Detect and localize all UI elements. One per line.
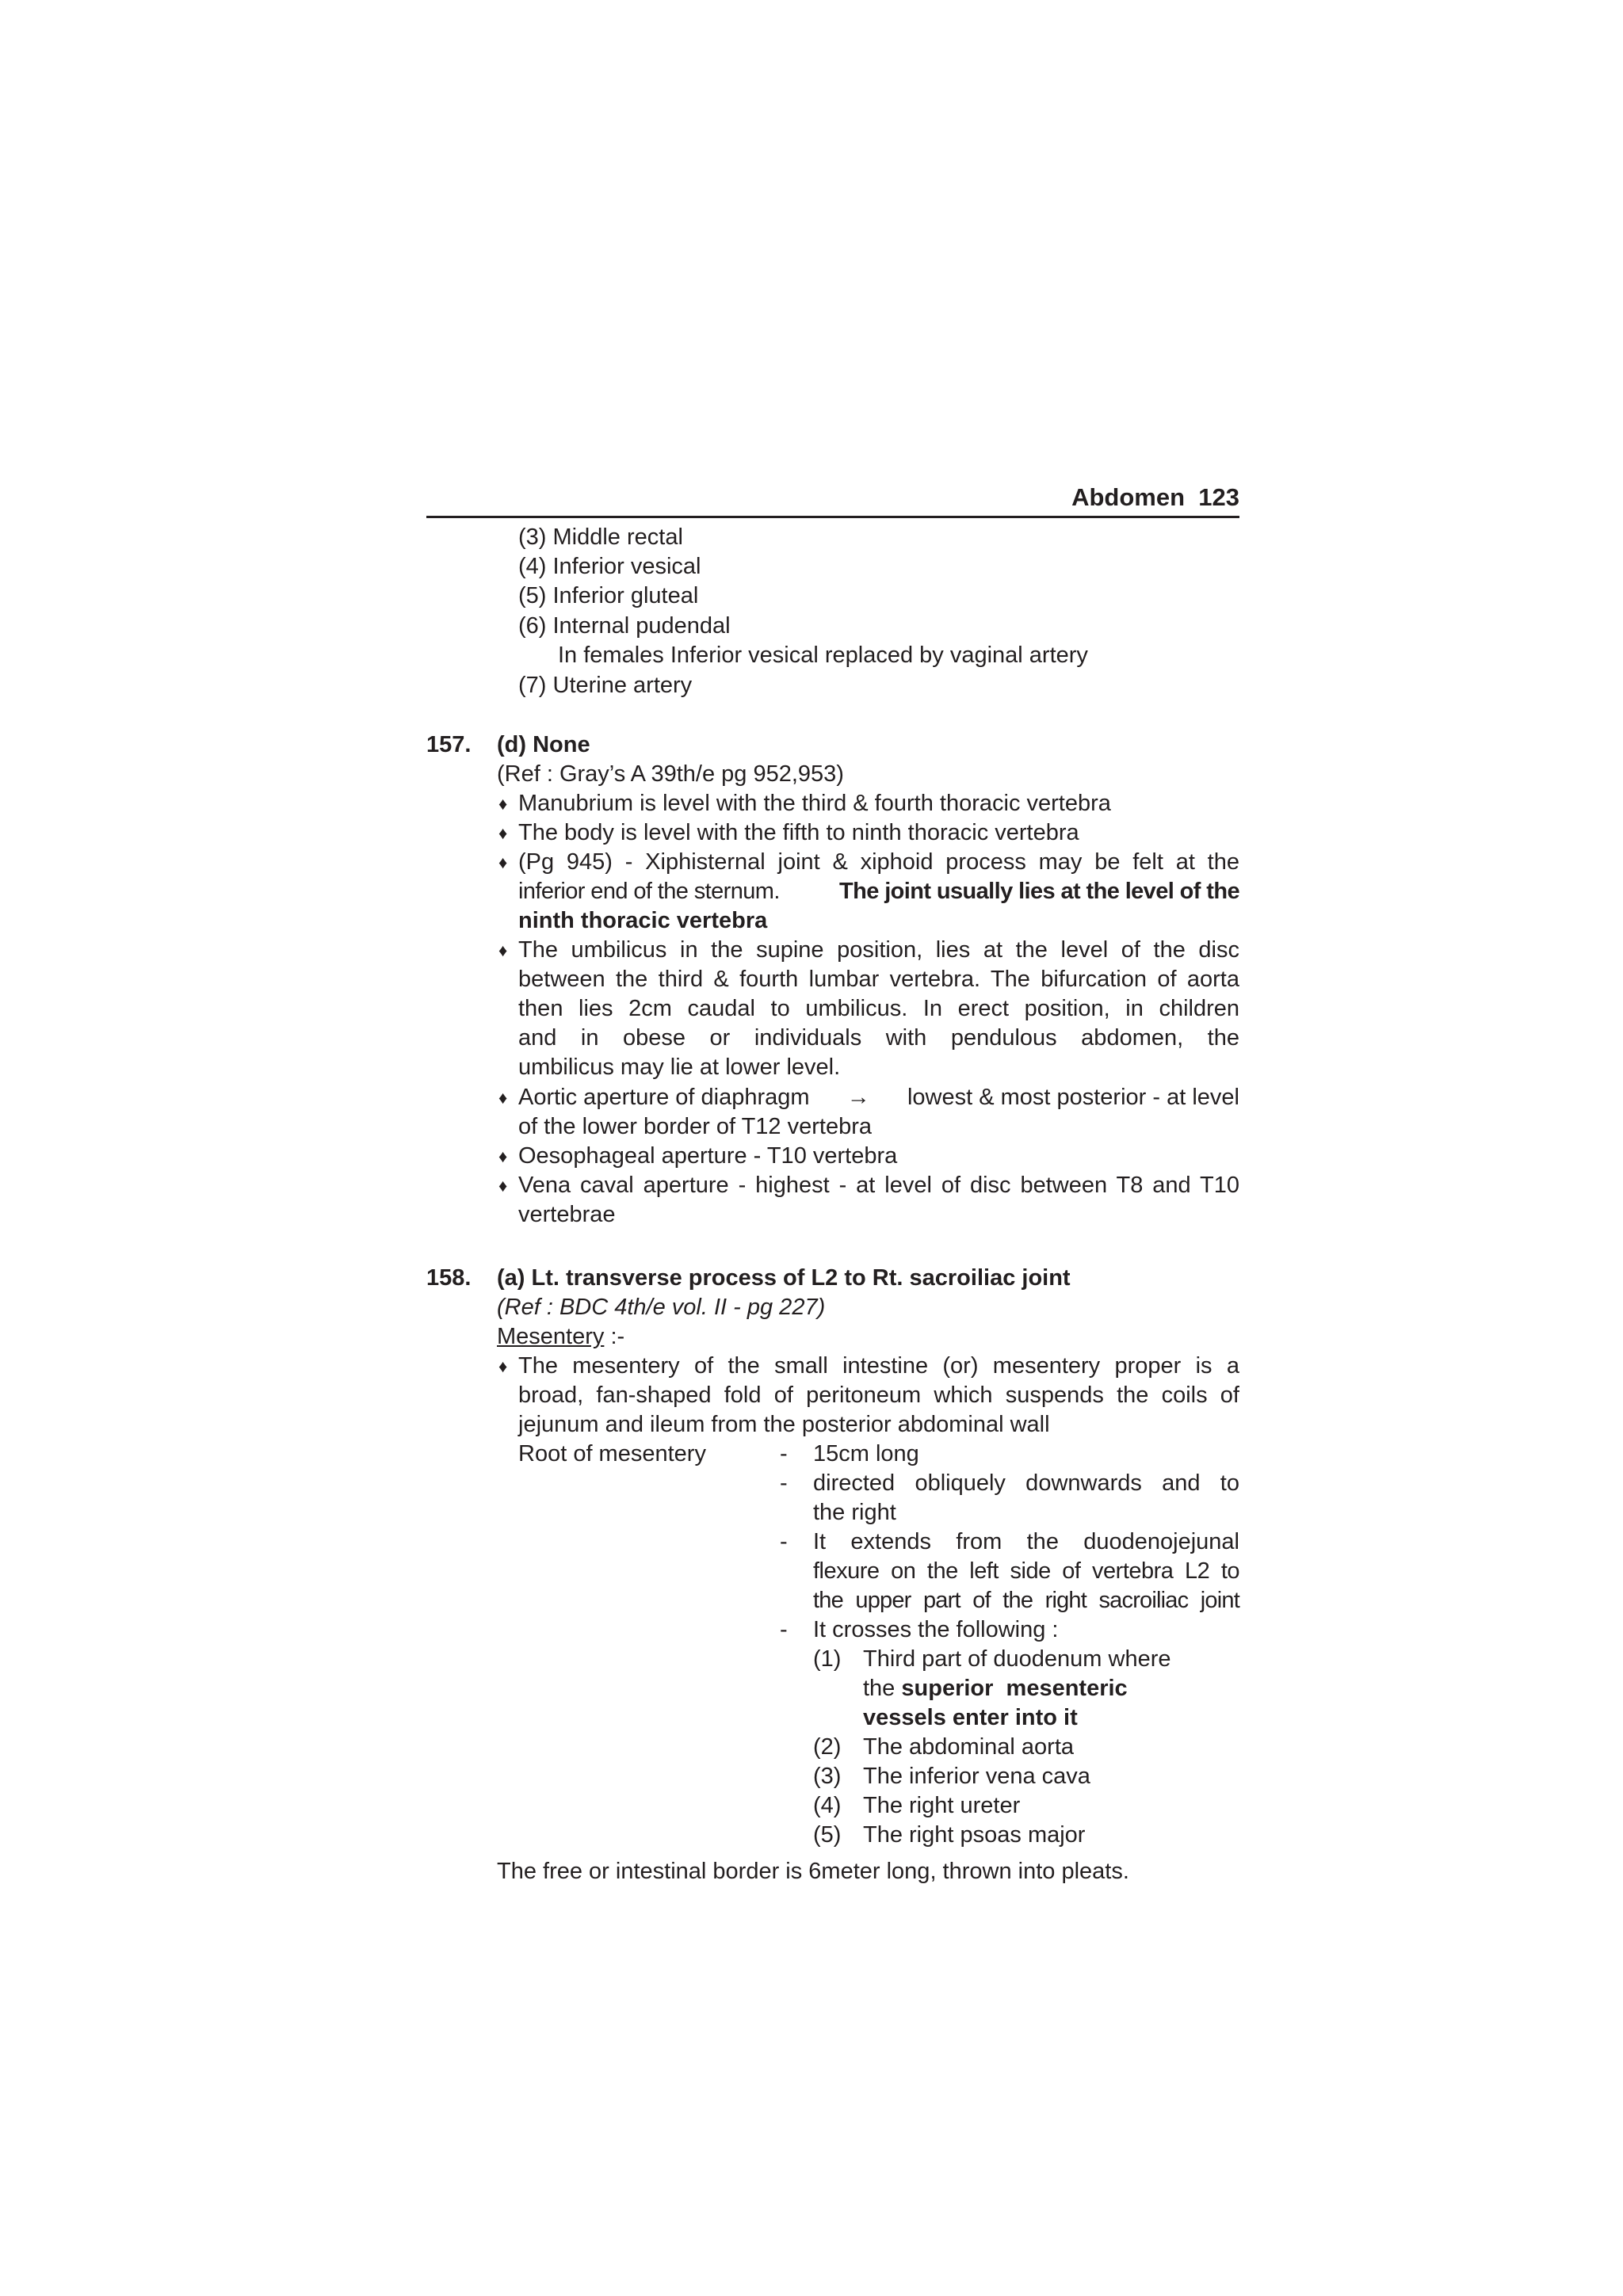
closing-sentence: The free or intestinal border is 6meter long, thrown into pleats. <box>497 1859 1129 1884</box>
question-number: 158. <box>426 1265 472 1291</box>
bullet-text-bold: The joint usually lies at the level of the <box>839 879 1239 904</box>
bullet-text: The mesentery of the small intestine (or) mesentery proper is a <box>518 1353 1239 1379</box>
sublist-text-plain: the <box>863 1676 896 1701</box>
bullet-text: and in obese or individuals with pendulous abdomen, the <box>518 1025 1239 1051</box>
question-answer: (d) None <box>497 732 590 757</box>
bullet-text: Oesophageal aperture - T10 vertebra <box>518 1143 898 1169</box>
dash-text: It extends from the duodenojejunal <box>813 1529 1239 1554</box>
question-number: 157. <box>426 732 472 757</box>
bullet-icon: ♦ <box>498 794 508 814</box>
bullet-text: Manubrium is level with the third & fourth thoracic vertebra <box>518 791 1111 816</box>
dash-text: flexure on the left side of vertebra L2 to <box>813 1558 1239 1584</box>
list-item: (3) Middle rectal <box>518 524 683 550</box>
section-heading-suffix: :- <box>604 1324 625 1349</box>
sublist-text-bold: vessels enter into it <box>863 1705 1078 1730</box>
list-item: (7) Uterine artery <box>518 673 693 698</box>
bullet-icon: ♦ <box>498 852 508 872</box>
bullet-text: vertebrae <box>518 1202 616 1227</box>
dash-marker: - <box>780 1470 788 1496</box>
sublist-number: (3) <box>813 1764 842 1789</box>
list-item: (5) Inferior gluteal <box>518 583 699 608</box>
sublist-text-bold: superior mesenteric <box>901 1676 1128 1701</box>
sublist-number: (1) <box>813 1646 842 1672</box>
bullet-text-plain: Aortic aperture of diaphragm <box>518 1085 810 1110</box>
bullet-icon: ♦ <box>498 1146 508 1166</box>
bullet-text-plain: inferior end of the sternum. <box>518 879 780 904</box>
bullet-text: then lies 2cm caudal to umbilicus. In erect position, in children <box>518 996 1239 1021</box>
reference: (Ref : Gray’s A 39th/e pg 952,953) <box>497 761 844 787</box>
reference: (Ref : BDC 4th/e vol. II - pg 227) <box>497 1295 826 1320</box>
header-section: Abdomen <box>1071 483 1186 511</box>
sublist-text: The right ureter <box>863 1793 1021 1818</box>
dash-text: the right <box>813 1500 896 1525</box>
list-item: (4) Inferior vesical <box>518 554 701 579</box>
section-heading <box>497 1322 624 1352</box>
sublist-text: Third part of duodenum where <box>863 1646 1171 1672</box>
sublist-number: (5) <box>813 1822 842 1848</box>
sublist-text: The abdominal aorta <box>863 1734 1074 1760</box>
bullet-icon: ♦ <box>498 1088 508 1108</box>
sublist-text: The inferior vena cava <box>863 1764 1090 1789</box>
dash-marker: - <box>780 1617 788 1642</box>
bullet-text-plain: lowest & most posterior - at level <box>907 1085 1239 1110</box>
bullet-icon: ♦ <box>498 823 508 843</box>
bullet-text: between the third & fourth lumbar vertebra. The bifurcation of aorta <box>518 967 1239 992</box>
bullet-text <box>518 877 1239 906</box>
bullet-icon: ♦ <box>498 1176 508 1196</box>
header-page-number: 123 <box>1198 483 1239 511</box>
bullet-text: umbilicus may lie at lower level. <box>518 1055 841 1080</box>
bullet-text: of the lower border of T12 vertebra <box>518 1114 872 1139</box>
sublist-text: The right psoas major <box>863 1822 1086 1848</box>
dash-text: directed obliquely downwards and to <box>813 1470 1239 1496</box>
header-rule <box>426 516 1239 518</box>
arrow-right-icon: → <box>846 1085 870 1110</box>
bullet-text: Vena caval aperture - highest - at level of disc between T8 and T10 <box>518 1173 1239 1198</box>
bullet-text: The umbilicus in the supine position, lies at the level of the disc <box>518 937 1239 963</box>
list-item: (6) Internal pudendal <box>518 613 731 639</box>
bullet-text: jejunum and ileum from the posterior abdominal wall <box>518 1412 1050 1437</box>
bullet-icon: ♦ <box>498 1356 508 1376</box>
section-heading-text: Mesentery <box>497 1324 605 1349</box>
sublist-text <box>863 1674 1128 1703</box>
bullet-icon: ♦ <box>498 940 508 960</box>
dash-text: the upper part of the right sacroiliac joint <box>813 1588 1239 1613</box>
dash-marker: - <box>780 1441 788 1466</box>
bullet-text: broad, fan-shaped fold of peritoneum which suspends the coils of <box>518 1383 1239 1408</box>
dash-text: It crosses the following : <box>813 1617 1059 1642</box>
dash-marker: - <box>780 1529 788 1554</box>
bullet-text <box>518 1083 1239 1112</box>
question-answer: (a) Lt. transverse process of L2 to Rt. sacroiliac joint <box>497 1265 1071 1291</box>
dash-text: 15cm long <box>813 1441 919 1466</box>
bullet-text: The body is level with the fifth to ninth thoracic vertebra <box>518 820 1079 845</box>
sublist-number: (4) <box>813 1793 842 1818</box>
bullet-text: (Pg 945) - Xiphisternal joint & xiphoid process may be felt at the <box>518 849 1239 875</box>
root-label: Root of mesentery <box>518 1441 706 1466</box>
list-note: In females Inferior vesical replaced by vaginal artery <box>558 643 1088 668</box>
sublist-number: (2) <box>813 1734 842 1760</box>
running-header <box>426 482 1239 513</box>
bullet-text-bold: ninth thoracic vertebra <box>518 908 768 933</box>
